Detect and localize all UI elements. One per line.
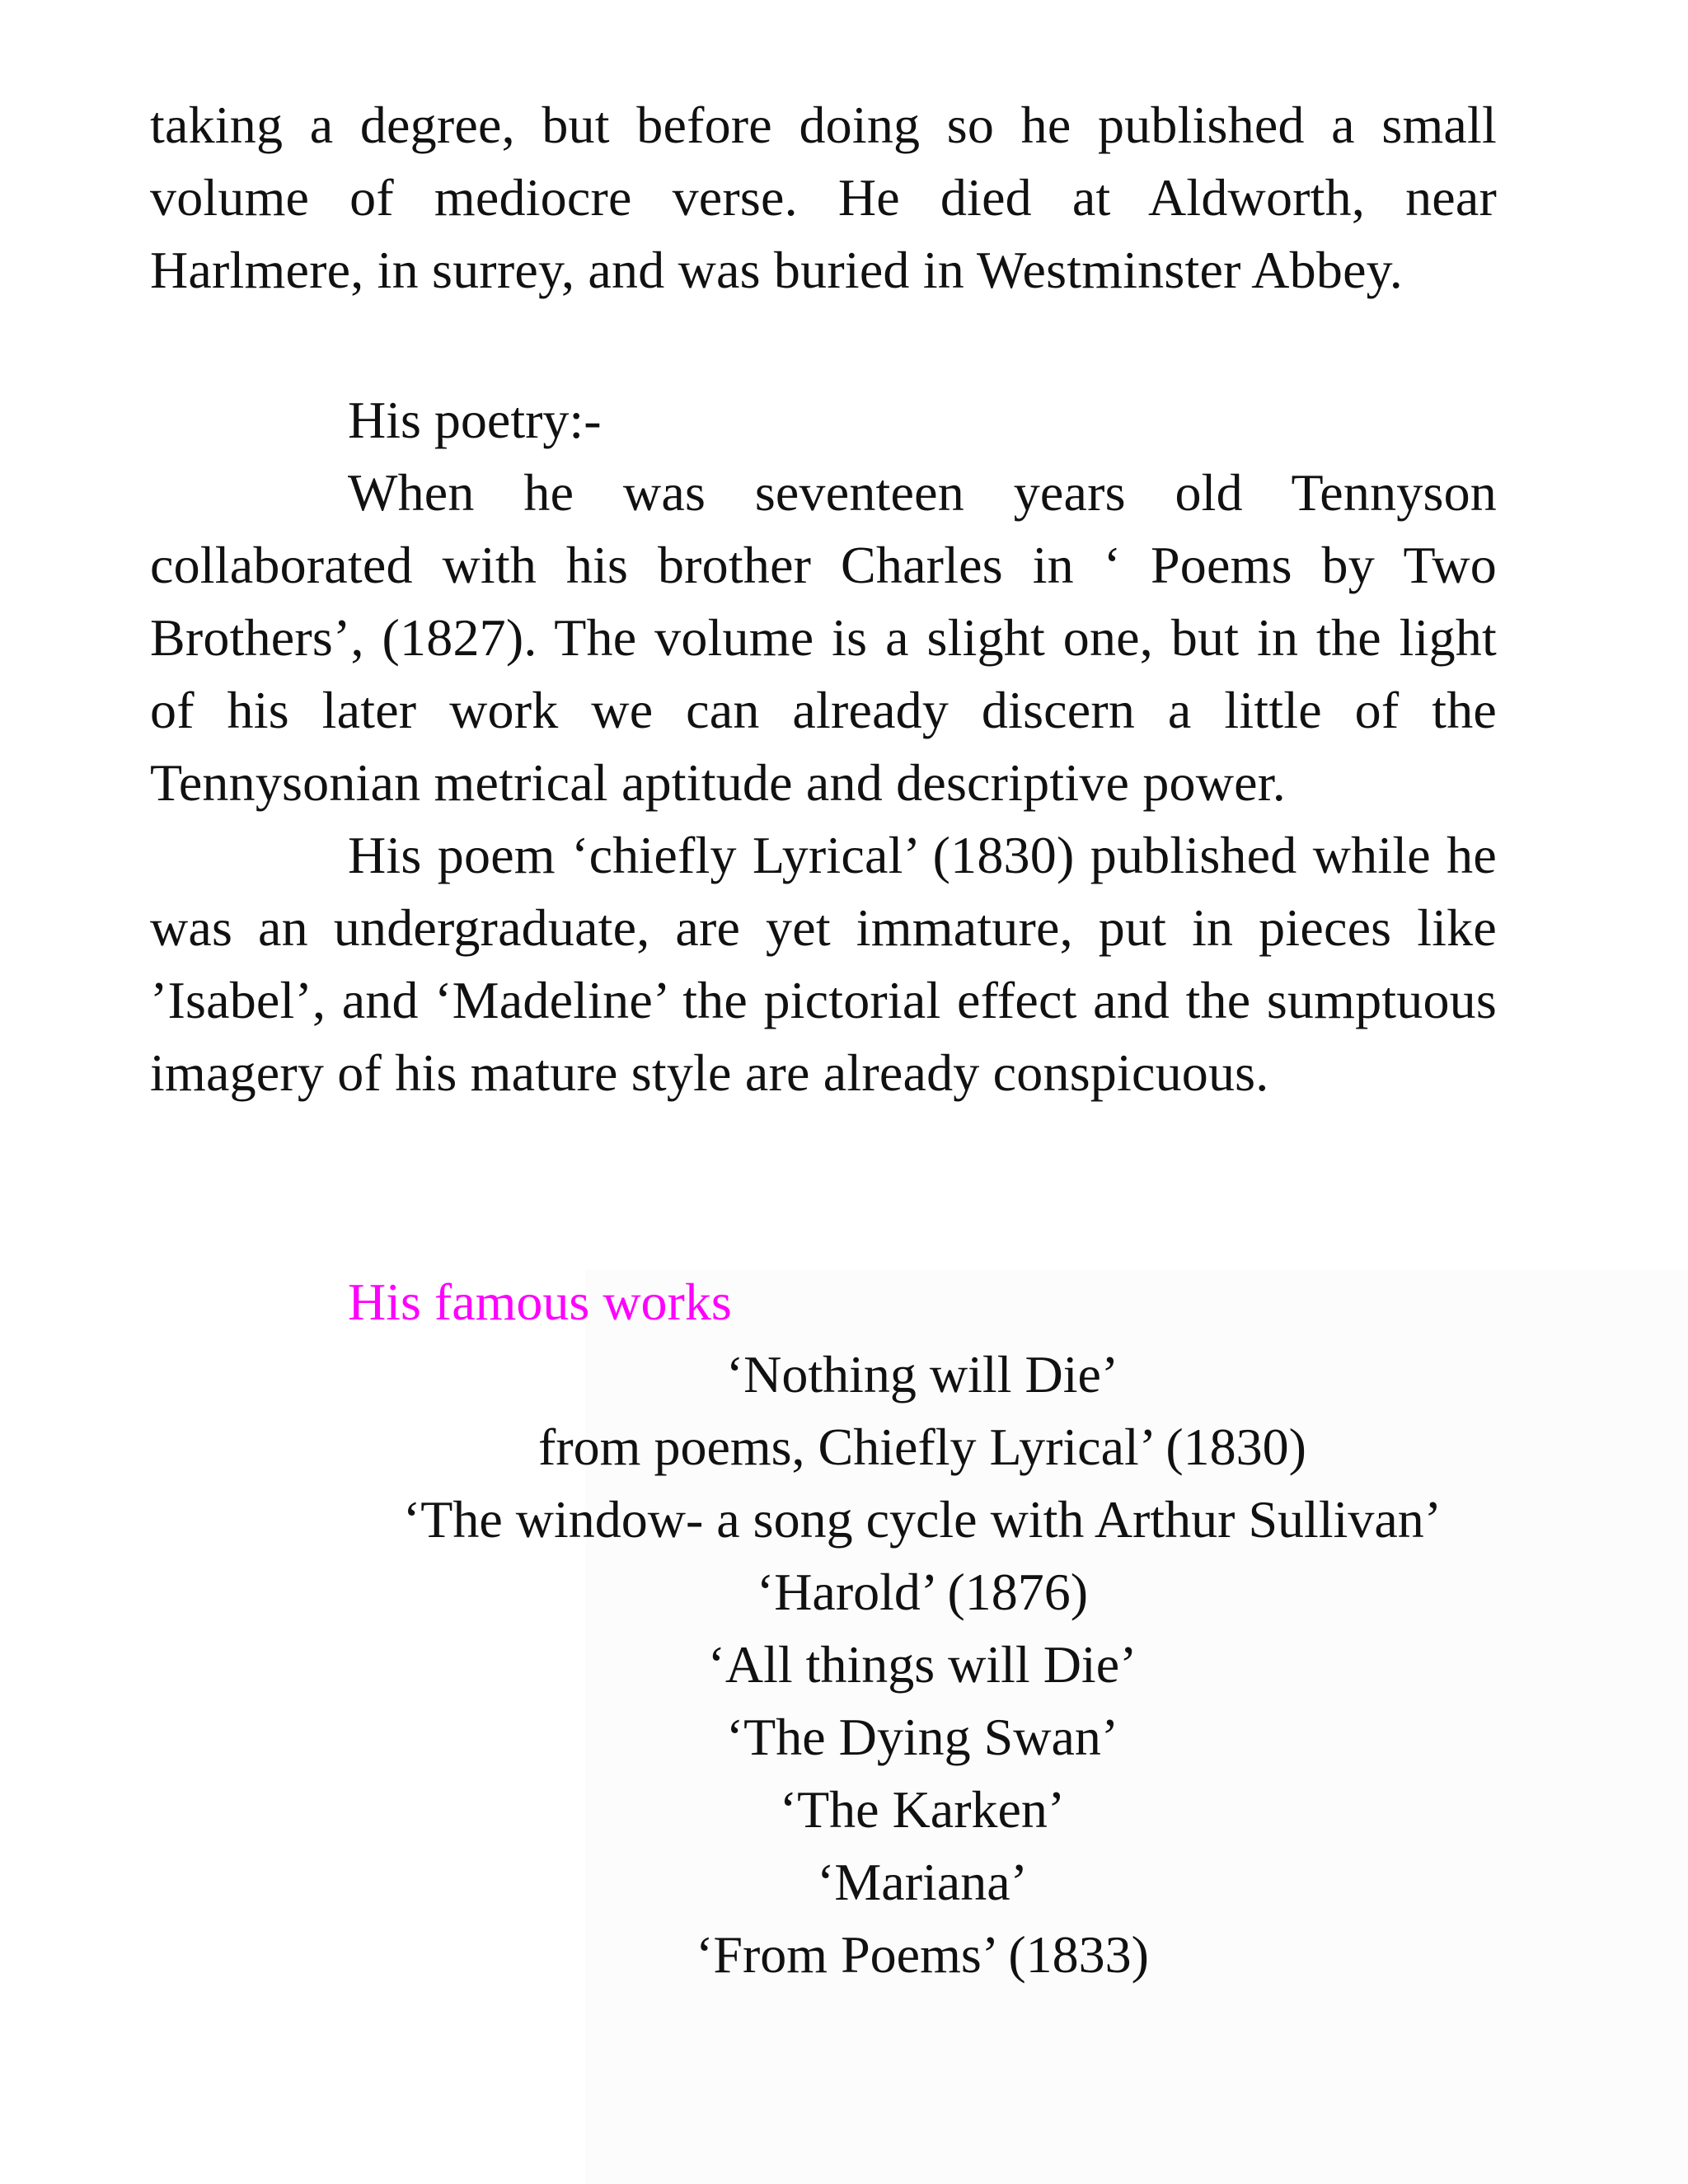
famous-work-item: ‘Harold’ (1876) xyxy=(756,1563,1089,1621)
poetry-heading: His poetry:- xyxy=(348,391,602,449)
famous-work-item: ‘Mariana’ xyxy=(817,1853,1028,1911)
famous-work-item: ‘The Karken’ xyxy=(779,1780,1066,1839)
poetry-paragraph-1: When he was seventeen years old Tennyson collaborated with his brother Charles in ‘ Poems by Two Brothers’, (1827). The volume is a slight one, but in the light of his later work we can already discern a little of the Tennysonian metrical aptitude and descriptive power. xyxy=(150,463,1497,812)
famous-work-item: ‘The window- a song cycle with Arthur Sullivan’ xyxy=(402,1490,1442,1549)
famous-works-heading: His famous works xyxy=(348,1272,732,1331)
famous-work-item: from poems, Chiefly Lyrical’ (1830) xyxy=(538,1418,1306,1476)
famous-work-item: ‘From Poems’ (1833) xyxy=(696,1925,1149,1984)
intro-paragraph: taking a degree, but before doing so he published a small volume of mediocre verse. He died at Aldworth, near Harlmere, in surrey, and was buried in Westminster Abbey. xyxy=(150,96,1497,299)
famous-works-list xyxy=(348,1338,1497,1991)
famous-work-item: ‘All things will Die’ xyxy=(707,1635,1137,1694)
famous-work-item: ‘The Dying Swan’ xyxy=(725,1708,1119,1766)
famous-work-item: ‘Nothing will Die’ xyxy=(725,1345,1119,1404)
poetry-paragraph-2: His poem ‘chiefly Lyrical’ (1830) published while he was an undergraduate, are yet immature, put in pieces like ’Isabel’, and ‘Madeline’ the pictorial effect and the sumptuous imagery of his mature style are already conspicuous. xyxy=(150,826,1497,1102)
